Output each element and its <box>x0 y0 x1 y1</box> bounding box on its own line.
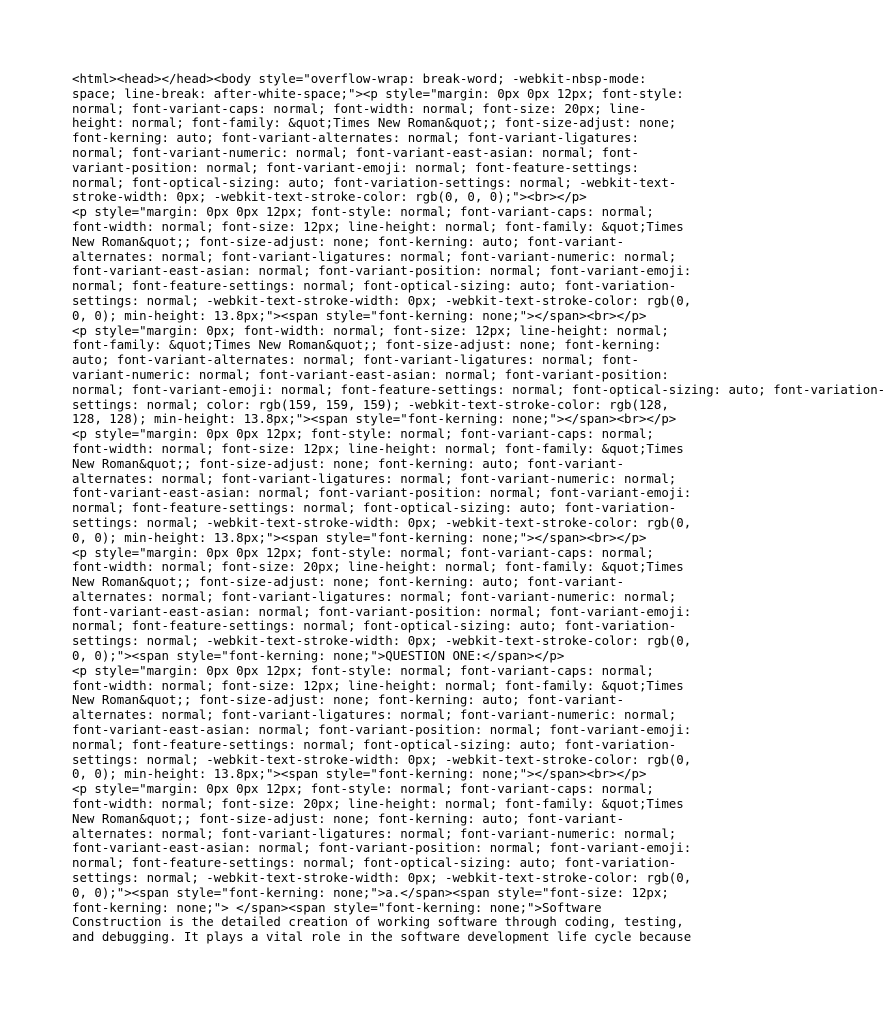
document-line: <p style="margin: 0px 0px 12px; font-style: normal; font-variant-caps: normal; <box>72 204 654 220</box>
document-line: 0, 0); min-height: 13.8px;"><span style="font-kerning: none;"></span><br></p> <box>72 766 647 782</box>
document-line: <p style="margin: 0px 0px 12px; font-style: normal; font-variant-caps: normal; <box>72 662 654 678</box>
document-line: font-variant-east-asian: normal; font-variant-position: normal; font-variant-emoji: <box>72 840 692 856</box>
document-line: settings: normal; -webkit-text-stroke-width: 0px; -webkit-text-stroke-color: rgb(0, <box>72 751 692 767</box>
document-line: normal; font-feature-settings: normal; font-optical-sizing: auto; font-variation- <box>72 736 677 752</box>
document-line: settings: normal; color: rgb(159, 159, 159); -webkit-text-stroke-color: rgb(128, <box>72 396 669 412</box>
document-line: normal; font-feature-settings: normal; font-optical-sizing: auto; font-variation- <box>72 618 677 634</box>
document-line: normal; font-variant-caps: normal; font-width: normal; font-size: 20px; line- <box>72 100 647 116</box>
document-line: space; line-break: after-white-space;"><p style="margin: 0px 0px 12px; font-style: <box>72 85 684 101</box>
document-line: alternates: normal; font-variant-ligatures: normal; font-variant-numeric: normal; <box>72 825 677 841</box>
document-line: font-width: normal; font-size: 12px; line-height: normal; font-family: &quot;Times <box>72 218 684 234</box>
document-line: New Roman&quot;; font-size-adjust: none; font-kerning: auto; font-variant- <box>72 574 625 590</box>
document-line: height: normal; font-family: &quot;Times New Roman&quot;; font-size-adjust: none; <box>72 115 677 131</box>
document-line: New Roman&quot;; font-size-adjust: none; font-kerning: auto; font-variant- <box>72 233 625 249</box>
document-line: <html><head></head><body style="overflow-wrap: break-word; -webkit-nbsp-mode: <box>72 71 647 86</box>
document-line: <p style="margin: 0px 0px 12px; font-style: normal; font-variant-caps: normal; <box>72 426 654 442</box>
document-line: variant-position: normal; font-variant-emoji: normal; font-feature-settings: <box>72 159 639 175</box>
document-line: settings: normal; -webkit-text-stroke-width: 0px; -webkit-text-stroke-color: rgb(0, <box>72 633 692 649</box>
document-line: normal; font-variant-numeric: normal; font-variant-east-asian: normal; font- <box>72 144 639 160</box>
document-line: normal; font-optical-sizing: auto; font-variation-settings: normal; -webkit-text- <box>72 174 677 190</box>
document-line: 0, 0);"><span style="font-kerning: none;">a.</span><span style="font-size: 12px; <box>72 884 669 900</box>
document-line: Construction is the detailed creation of working software through coding, testing, <box>72 914 684 930</box>
document-line: settings: normal; -webkit-text-stroke-width: 0px; -webkit-text-stroke-color: rgb(0, <box>72 870 692 886</box>
document-line: font-kerning: none;"> </span><span style="font-kerning: none;">Software <box>72 899 602 915</box>
document-line: normal; font-feature-settings: normal; font-optical-sizing: auto; font-variation- <box>72 855 677 871</box>
document-line: font-variant-east-asian: normal; font-variant-position: normal; font-variant-emoji: <box>72 263 692 279</box>
document-line: font-width: normal; font-size: 20px; line-height: normal; font-family: &quot;Times <box>72 559 684 575</box>
document-line: <p style="margin: 0px 0px 12px; font-style: normal; font-variant-caps: normal; <box>72 544 654 560</box>
document-line: font-variant-east-asian: normal; font-variant-position: normal; font-variant-emoji: <box>72 722 692 738</box>
document-line: auto; font-variant-alternates: normal; font-variant-ligatures: normal; font- <box>72 352 639 368</box>
document-line: normal; font-variant-emoji: normal; font-feature-settings: normal; font-optical-sizing: auto; font-variation- <box>72 381 885 397</box>
document-line: font-variant-east-asian: normal; font-variant-position: normal; font-variant-emoji: <box>72 603 692 619</box>
document-line: 0, 0);"><span style="font-kerning: none;">QUESTION ONE:</span></p> <box>72 648 565 664</box>
document-line: font-width: normal; font-size: 20px; line-height: normal; font-family: &quot;Times <box>72 796 684 812</box>
document-source-text <box>72 71 885 945</box>
document-line: variant-numeric: normal; font-variant-east-asian: normal; font-variant-position: <box>72 366 669 382</box>
document-line: normal; font-feature-settings: normal; font-optical-sizing: auto; font-variation- <box>72 278 677 294</box>
document-line: <p style="margin: 0px 0px 12px; font-style: normal; font-variant-caps: normal; <box>72 781 654 797</box>
document-line: and debugging. It plays a vital role in the software development life cycle because <box>72 929 692 945</box>
document-line: 0, 0); min-height: 13.8px;"><span style="font-kerning: none;"></span><br></p> <box>72 307 647 323</box>
document-line: settings: normal; -webkit-text-stroke-width: 0px; -webkit-text-stroke-color: rgb(0, <box>72 514 692 530</box>
document-line: <p style="margin: 0px; font-width: normal; font-size: 12px; line-height: normal; <box>72 322 669 338</box>
document-line: normal; font-feature-settings: normal; font-optical-sizing: auto; font-variation- <box>72 500 677 516</box>
document-line: alternates: normal; font-variant-ligatures: normal; font-variant-numeric: normal; <box>72 707 677 723</box>
document-line: font-width: normal; font-size: 12px; line-height: normal; font-family: &quot;Times <box>72 677 684 693</box>
document-line: New Roman&quot;; font-size-adjust: none; font-kerning: auto; font-variant- <box>72 455 625 471</box>
document-line: font-variant-east-asian: normal; font-variant-position: normal; font-variant-emoji: <box>72 485 692 501</box>
document-line: 0, 0); min-height: 13.8px;"><span style="font-kerning: none;"></span><br></p> <box>72 529 647 545</box>
document-line: alternates: normal; font-variant-ligatures: normal; font-variant-numeric: normal; <box>72 470 677 486</box>
document-line: font-width: normal; font-size: 12px; line-height: normal; font-family: &quot;Times <box>72 440 684 456</box>
document-line: alternates: normal; font-variant-ligatures: normal; font-variant-numeric: normal; <box>72 588 677 604</box>
document-line: stroke-width: 0px; -webkit-text-stroke-color: rgb(0, 0, 0);"><br></p> <box>72 189 587 205</box>
document-line: New Roman&quot;; font-size-adjust: none; font-kerning: auto; font-variant- <box>72 810 625 826</box>
document-line: 128, 128); min-height: 13.8px;"><span style="font-kerning: none;"></span><br></p> <box>72 411 677 427</box>
document-line: font-family: &quot;Times New Roman&quot;; font-size-adjust: none; font-kerning: <box>72 337 662 353</box>
document-line: font-kerning: auto; font-variant-alternates: normal; font-variant-ligatures: <box>72 130 639 146</box>
document-line: New Roman&quot;; font-size-adjust: none; font-kerning: auto; font-variant- <box>72 692 625 708</box>
document-line: alternates: normal; font-variant-ligatures: normal; font-variant-numeric: normal; <box>72 248 677 264</box>
document-line: settings: normal; -webkit-text-stroke-width: 0px; -webkit-text-stroke-color: rgb(0, <box>72 292 692 308</box>
